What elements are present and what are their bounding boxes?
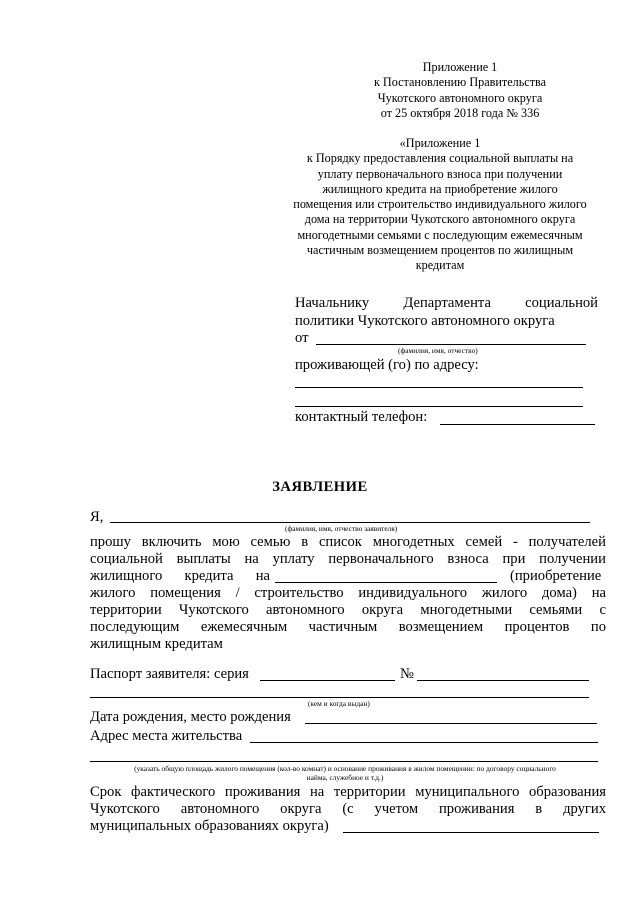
word: Чукотского	[178, 602, 249, 618]
word: список	[318, 534, 362, 550]
appendix-line: от 25 октября 2018 года № 336	[380, 105, 540, 120]
word: выплаты	[176, 551, 231, 567]
word: семьями	[529, 602, 583, 618]
word: получении	[539, 551, 606, 567]
residence-hint	[90, 764, 600, 782]
appendix-line: к Постановлению Правительства	[373, 75, 547, 90]
appendix-line: Приложение 1	[422, 60, 498, 74]
word: взноса	[447, 551, 489, 567]
word: округа	[280, 801, 322, 817]
word: ежемесячным	[200, 619, 288, 635]
page-title: ЗАЯВЛЕНИЕ	[272, 479, 368, 495]
appendix-line: кредитам	[415, 258, 465, 273]
word: последующим	[90, 619, 180, 635]
word: семью	[250, 534, 291, 550]
address-field-line-2[interactable]	[295, 406, 583, 407]
body-line3-tail: (приобретение	[510, 568, 602, 584]
word: -	[512, 534, 518, 550]
word: возмещением	[398, 619, 484, 635]
word: /	[235, 585, 240, 601]
appendix-line: жилищного кредита на приобретение жилого	[322, 181, 558, 196]
word: на	[255, 568, 270, 584]
word: с	[599, 602, 606, 618]
word: Чукотского	[90, 801, 160, 817]
term-line	[90, 801, 606, 818]
from-hint: (фамилия, имя, отчество)	[398, 346, 478, 355]
word: многодетными	[420, 602, 513, 618]
address-field-line-1[interactable]	[295, 387, 583, 388]
body-last-line: жилищным кредитам	[90, 636, 223, 652]
applicant-label: Я,	[90, 509, 104, 525]
phone-label: контактный телефон:	[295, 409, 428, 425]
appendix-line: к Порядку предоставления социальной выплаты на	[306, 151, 574, 166]
residing-label: проживающей (го) по адресу:	[295, 357, 479, 373]
word: муниципального	[415, 784, 520, 800]
appendix-line: многодетными семьями с последующим ежемесячным	[297, 227, 583, 242]
word: по	[590, 619, 606, 635]
word: прошу	[90, 534, 131, 550]
residence-label: Адрес места жительства	[90, 728, 243, 744]
word: жилищного	[90, 568, 163, 584]
passport-number-label: №	[400, 666, 414, 682]
word: других	[563, 801, 606, 817]
applicant-hint: (фамилия, имя, отчество заявителя)	[285, 524, 398, 533]
word: (указать общую площадь жилого помещения (кол-во комнат) и основание проживания в жилом помещении: по договору социального	[134, 764, 556, 773]
word: социальной	[90, 551, 163, 567]
appendix-line: «Приложение 1	[399, 136, 481, 150]
body-line	[90, 551, 606, 568]
passport-issued-field[interactable]	[90, 697, 589, 698]
word: на	[591, 585, 606, 601]
word: кредита	[184, 568, 234, 584]
term-line	[90, 784, 606, 801]
word: жилого	[90, 585, 136, 601]
word: индивидуального	[358, 585, 468, 601]
word: мою	[212, 534, 240, 550]
word: на	[310, 784, 325, 800]
birth-field[interactable]	[305, 723, 597, 724]
word: помещения	[150, 585, 221, 601]
word: Департамента	[403, 295, 491, 311]
appendix-line: частичным возмещением процентов по жилищным	[306, 243, 574, 258]
word: семей	[465, 534, 503, 550]
word: проживания	[224, 784, 301, 800]
word: автономного	[266, 602, 345, 618]
word: многодетных	[372, 534, 455, 550]
word: строительство	[254, 585, 344, 601]
passport-issued-hint: (кем и когда выдан)	[308, 699, 370, 708]
word: жилого	[481, 585, 528, 601]
word: включить	[141, 534, 202, 550]
word: уплату	[272, 551, 315, 567]
from-name-field[interactable]	[316, 344, 586, 345]
addressee-line-1	[295, 295, 598, 312]
term-last-line: муниципальных образованиях округа)	[90, 818, 329, 834]
passport-label: Паспорт заявителя: серия	[90, 666, 249, 682]
word: Срок	[90, 784, 122, 800]
word: частичным	[308, 619, 378, 635]
residence-field-line-1[interactable]	[250, 742, 598, 743]
bank-name-field[interactable]	[275, 582, 497, 583]
word: дома)	[542, 585, 577, 601]
word: автономного	[180, 801, 260, 817]
word: округа	[361, 602, 404, 618]
body-line	[90, 585, 606, 602]
addressee-line-2: политики Чукотского автономного округа	[295, 313, 555, 329]
appendix-line: дома на территории Чукотского автономного округа	[304, 212, 576, 227]
appendix-procedure-header	[270, 136, 610, 274]
word: в	[535, 801, 543, 817]
appendix-line: Чукотского автономного округа	[377, 90, 543, 105]
word: получателей	[528, 534, 606, 550]
body-line	[90, 619, 606, 636]
body-line	[90, 534, 606, 551]
word: социальной	[525, 295, 598, 311]
appendix-line: уплату первоначального взноса при получении	[317, 166, 563, 181]
appendix-line: помещения или строительство индивидуального жилого	[293, 197, 587, 212]
word: проживания	[438, 801, 515, 817]
passport-series-field[interactable]	[260, 680, 395, 681]
word: при	[502, 551, 526, 567]
word: фактического	[131, 784, 216, 800]
word: первоначального	[328, 551, 434, 567]
word: найма, служебное и т.д.)	[306, 773, 384, 782]
from-label: от	[295, 330, 309, 346]
word: территории	[90, 602, 162, 618]
word: Начальнику	[295, 295, 370, 311]
word: учетом	[374, 801, 419, 817]
appendix-header	[300, 60, 620, 121]
word: территории	[333, 784, 406, 800]
word: на	[244, 551, 259, 567]
phone-field[interactable]	[440, 424, 595, 425]
birth-label: Дата рождения, место рождения	[90, 709, 291, 725]
passport-number-field[interactable]	[417, 680, 589, 681]
residence-field-line-2[interactable]	[90, 761, 598, 762]
word: (с	[342, 801, 354, 817]
body-line	[90, 568, 270, 585]
word: процентов	[504, 619, 570, 635]
word: в	[301, 534, 309, 550]
word: образования	[529, 784, 606, 800]
term-field[interactable]	[343, 832, 599, 833]
applicant-name-field[interactable]	[110, 522, 590, 523]
body-line	[90, 602, 606, 619]
